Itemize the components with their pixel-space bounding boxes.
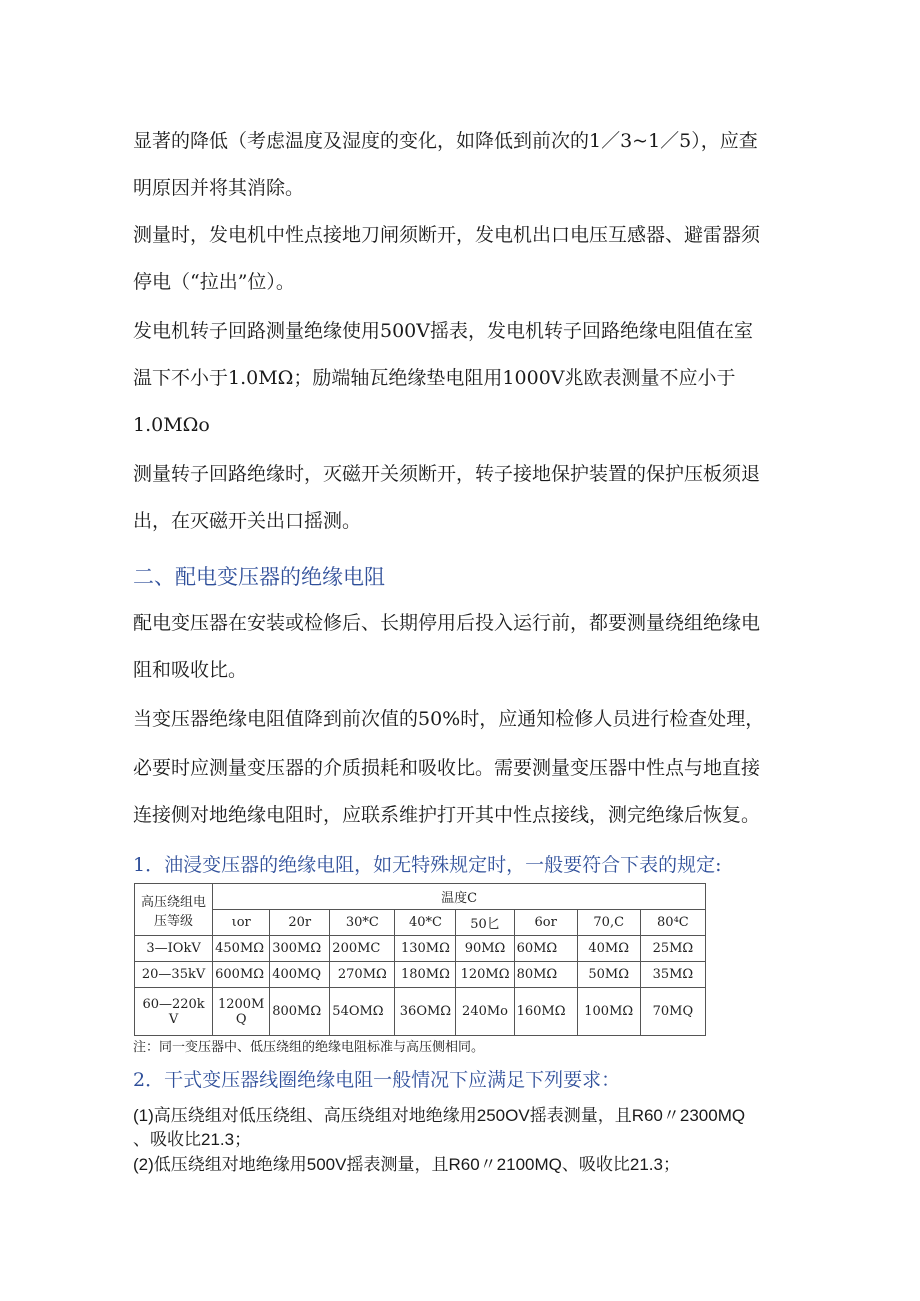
row-label-line-1: 60—220k: [142, 996, 205, 1012]
table-cell: 450MΩ: [213, 936, 270, 962]
table-cell: 50MΩ: [577, 962, 640, 988]
section-para-2-line-1: 当变压器绝缘电阻值降到前次值的50%时，应通知检修人员进行检查处理，: [133, 708, 765, 730]
table-cell: 60MΩ: [514, 936, 577, 962]
section-para-1-line-2: 阻和吸收比。: [133, 659, 248, 681]
paragraph-2-line-2: 停电（“拉出”位）。: [133, 271, 295, 293]
table-cell: 130MΩ: [395, 936, 456, 962]
table-row: [135, 988, 706, 1036]
table-cell: 35MΩ: [640, 962, 705, 988]
table-cell: 36OMΩ: [395, 988, 456, 1036]
insulation-resistance-table: [134, 883, 706, 1036]
table-cell: 300MΩ: [270, 936, 330, 962]
header-temperature: 温度C: [213, 884, 706, 910]
row-label: 3—IOkV: [135, 936, 213, 962]
section-para-2-line-3: 连接侧对地绝缘电阻时，应联系维护打开其中性点接线，测完绝缘后恢复。: [133, 804, 761, 826]
requirement-2-line-1: (2)低压绕组对地绝缘用500V摇表测量，且R60〃2100MQ、吸收比21.3；: [133, 1155, 680, 1174]
row-label-line-2: V: [168, 1011, 179, 1027]
paragraph-3-line-2: 温下不小于1.0MΩ；励端轴瓦绝缘垫电阻用1000V兆欧表测量不应小于: [133, 367, 736, 389]
table-cell: 240Mo: [456, 988, 514, 1036]
table-cell: 400MQ: [270, 962, 330, 988]
section-heading: 二、配电变压器的绝缘电阻: [133, 565, 385, 589]
paragraph-4-line-1: 测量转子回路绝缘时，灭磁开关须断开，转子接地保护装置的保护压板须退: [133, 463, 761, 485]
paragraph-4-line-2: 出，在灭磁开关出口摇测。: [133, 510, 362, 532]
table-cell: 800MΩ: [270, 988, 330, 1036]
temp-col-6: 6or: [514, 910, 577, 936]
paragraph-2-line-1: 测量时，发电机中性点接地刀闸须断开，发电机出口电压互感器、避雷器须: [133, 224, 761, 246]
temp-col-1: ιor: [213, 910, 270, 936]
table-row: [135, 962, 706, 988]
table-cell: 120MΩ: [456, 962, 514, 988]
table-cell: 160MΩ: [514, 988, 577, 1036]
paragraph-1-line-1: 显著的降低（考虑温度及湿度的变化，如降低到前次的1／3~1／5），应查: [133, 130, 758, 152]
table-cell: 270MΩ: [330, 962, 395, 988]
table-cell: 70MQ: [640, 988, 705, 1036]
table-cell: 600MΩ: [213, 962, 270, 988]
requirement-1-line-2: 、吸收比21.3；: [133, 1130, 252, 1149]
table-cell: 25MΩ: [640, 936, 705, 962]
paragraph-3-line-1: 发电机转子回路测量绝缘使用500V摇表，发电机转子回路绝缘电阻值在室: [133, 320, 753, 342]
item-1-heading: 1．油浸变压器的绝缘电阻，如无特殊规定时，一般要符合下表的规定:: [133, 854, 722, 876]
temp-col-5: 50匕: [456, 910, 514, 936]
row-label: [135, 988, 213, 1036]
requirement-1-line-1: (1)高压绕组对低压绕组、高压绕组对地绝缘用250OV摇表测量，且R60〃2300MQ: [133, 1106, 746, 1125]
section-para-1-line-1: 配电变压器在安装或检修后、长期停用后投入运行前，都要测量绕组绝缘电: [133, 612, 761, 634]
row-label: 20—35kV: [135, 962, 213, 988]
paragraph-3-line-3: 1.0MΩo: [133, 414, 210, 436]
temp-col-4: 40*C: [395, 910, 456, 936]
temp-col-7: 70,C: [577, 910, 640, 936]
table-cell: 90MΩ: [456, 936, 514, 962]
table-cell: 54OMΩ: [330, 988, 395, 1036]
table-note: 注：同一变压器中、低压绕组的绝缘电阻标准与高压侧相同。: [133, 1040, 485, 1055]
table-cell: 100MΩ: [577, 988, 640, 1036]
temp-col-8: 80⁴C: [640, 910, 705, 936]
table-cell: 1200M Q: [213, 988, 270, 1036]
header-voltage-level-line-2: 压等级: [154, 913, 194, 929]
section-para-2-line-2: 必要时应测量变压器的介质损耗和吸收比。需要测量变压器中性点与地直接: [133, 757, 761, 779]
temp-col-2: 20r: [270, 910, 330, 936]
table-row: [135, 936, 706, 962]
header-voltage-level: [135, 884, 213, 936]
table-cell: 180MΩ: [395, 962, 456, 988]
header-voltage-level-line-1: 高压绕组电: [141, 894, 207, 910]
table-cell: 200MC: [330, 936, 395, 962]
table-cell: 80MΩ: [514, 962, 577, 988]
item-2-heading: 2．干式变压器线圈绝缘电阻一般情况下应满足下列要求：: [133, 1069, 621, 1091]
paragraph-1-line-2: 明原因并将其消除。: [133, 177, 305, 199]
table-cell: 40MΩ: [577, 936, 640, 962]
temp-col-3: 30*C: [330, 910, 395, 936]
